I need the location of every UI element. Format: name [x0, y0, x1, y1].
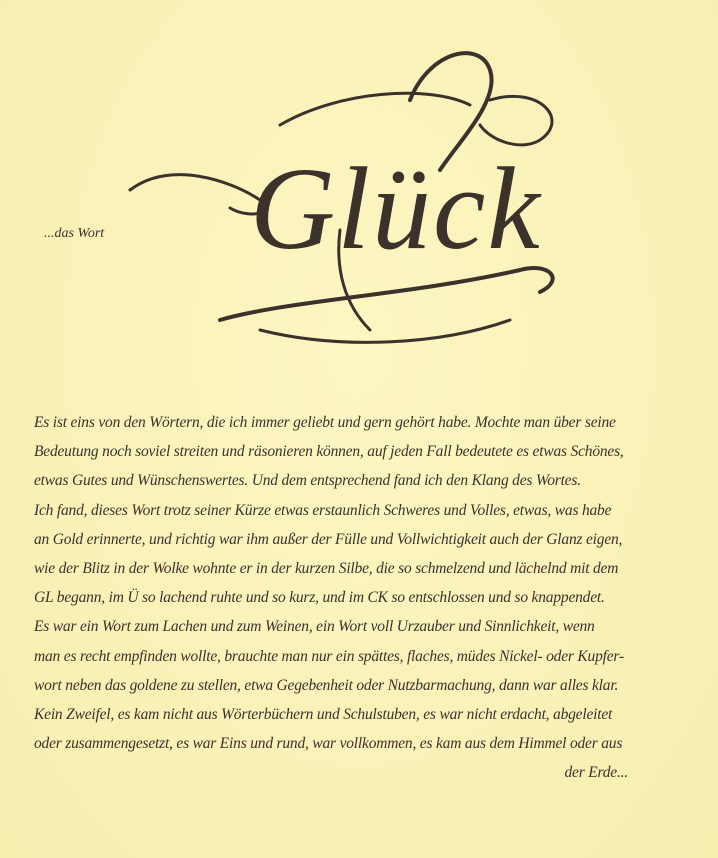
title-glueck: Glück	[250, 143, 542, 274]
intro-text: ...das Wort	[44, 226, 105, 241]
text-line: oder zusammengesetzt, es war Eins und rund, war vollkommen, es kam aus dem Himmel oder aus	[34, 735, 623, 753]
text-line: GL begann, im Ü so lachend ruhte und so kurz, und im CK so entschlossen und so knappendet.	[34, 589, 605, 607]
text-line: Kein Zweifel, es kam nicht aus Wörterbüchern und Schulstuben, es war nicht erdacht, abgeleitet	[34, 705, 613, 723]
text-line: etwas Gutes und Wünschenswertes. Und dem entsprechend fand ich den Klang des Wortes.	[34, 472, 581, 490]
text-line: an Gold erinnerte, und richtig war ihm außer der Fülle und Vollwichtigkeit auch der Glanz eigen,	[34, 530, 623, 548]
body-text	[34, 408, 684, 787]
text-line-final: der Erde...	[564, 764, 628, 782]
text-line: man es recht empfinden wollte, brauchte man nur ein spättes, flaches, müdes Nickel- oder Kupfer-	[34, 647, 624, 665]
text-line: Es war ein Wort zum Lachen und zum Weinen, ein Wort voll Urzauber und Sinnlichkeit, wenn	[34, 618, 595, 636]
text-line: wie der Blitz in der Wolke wohnte er in der kurzen Silbe, die so schmelzend und lächelnd mit dem	[34, 559, 619, 577]
text-line: wort neben das goldene zu stellen, etwa Gegebenheit oder Nutzbarmachung, dann war alles klar.	[34, 676, 619, 694]
text-line: Ich fand, dieses Wort trotz seiner Kürze etwas erstaunlich Schweres und Volles, etwas, was habe	[34, 501, 612, 519]
text-line: Bedeutung noch soviel streiten und räsonieren können, auf jeden Fall bedeutete es etwas Schönes,	[34, 443, 624, 461]
text-line: Es ist eins von den Wörtern, die ich immer geliebt und gern gehört habe. Mochte man über seine	[34, 414, 616, 431]
